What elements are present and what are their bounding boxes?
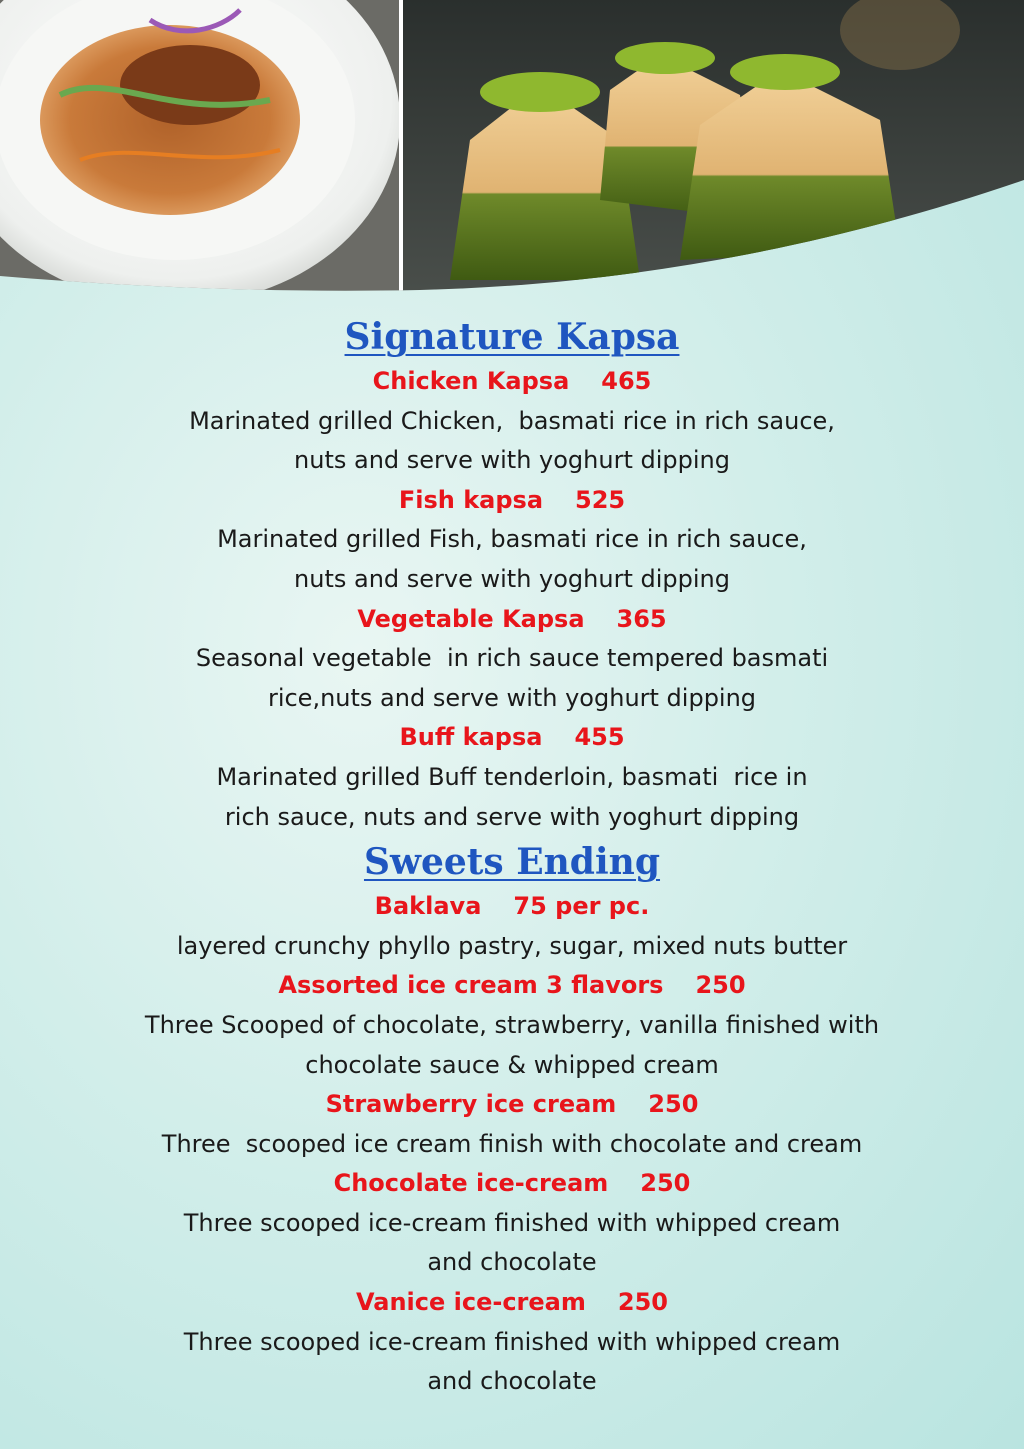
item-description: Marinated grilled Chicken, basmati rice in rich sauce, <box>189 406 835 435</box>
item-description: nuts and serve with yoghurt dipping <box>294 446 730 475</box>
item-description: Three Scooped of chocolate, strawberry, vanilla finished with <box>144 1010 880 1039</box>
menu-content <box>0 312 1024 1402</box>
item-description: nuts and serve with yoghurt dipping <box>294 564 730 593</box>
item-name: Chocolate ice-cream <box>333 1169 609 1198</box>
item-name: Vegetable Kapsa <box>357 604 585 633</box>
item-description: Three scooped ice-cream finished with whipped cream <box>183 1208 841 1237</box>
item-name: Assorted ice cream 3 flavors <box>278 971 664 1000</box>
menu-item <box>0 1085 1024 1164</box>
item-description: rich sauce, nuts and serve with yoghurt dipping <box>224 802 800 831</box>
item-description: chocolate sauce & whipped cream <box>305 1050 719 1079</box>
item-name: Buff kapsa <box>399 723 543 752</box>
menu-item <box>0 1164 1024 1283</box>
item-price: 250 <box>617 1288 668 1317</box>
section-title: Sweets Ending <box>363 841 661 884</box>
item-price: 465 <box>601 367 652 395</box>
item-description: rice,nuts and serve with yoghurt dipping <box>267 683 757 712</box>
item-description: Seasonal vegetable in rich sauce tempered basmati <box>195 644 829 673</box>
menu-item <box>0 966 1024 1085</box>
section-signature-kapsa <box>0 312 1024 837</box>
item-price: 75 per pc. <box>513 892 650 921</box>
item-description: Marinated grilled Fish, basmati rice in rich sauce, <box>217 525 807 554</box>
item-price: 250 <box>648 1090 699 1119</box>
item-description: Three scooped ice-cream finished with whipped cream <box>183 1327 841 1356</box>
item-price: 250 <box>695 971 746 1000</box>
item-name: Strawberry ice cream <box>325 1090 617 1119</box>
item-price: 525 <box>575 485 626 514</box>
hero-photo-banner <box>0 0 1024 300</box>
item-description: layered crunchy phyllo pastry, sugar, mixed nuts butter <box>176 931 848 960</box>
menu-item <box>0 481 1024 600</box>
menu-item <box>0 1283 1024 1402</box>
section-sweets-ending <box>0 837 1024 1402</box>
baklava-pastry-photo <box>402 0 1024 300</box>
item-name: Fish kapsa <box>398 485 544 514</box>
item-price: 250 <box>640 1169 691 1198</box>
item-description: Three scooped ice cream finish with chocolate and cream <box>161 1129 863 1158</box>
item-price: 365 <box>616 604 667 633</box>
menu-item <box>0 887 1024 966</box>
item-description: and chocolate <box>427 1367 597 1396</box>
item-description: and chocolate <box>427 1248 597 1277</box>
item-description: Marinated grilled Buff tenderloin, basmati rice in <box>216 762 808 791</box>
menu-item <box>0 362 1024 481</box>
item-name: Baklava <box>374 892 482 921</box>
section-title: Signature Kapsa <box>344 316 680 358</box>
item-price: 455 <box>574 723 625 752</box>
menu-item <box>0 600 1024 719</box>
item-name: Vanice ice-cream <box>356 1288 586 1317</box>
item-name: Chicken Kapsa <box>372 367 570 395</box>
menu-item <box>0 718 1024 837</box>
kapsa-rice-plate-photo <box>0 0 402 300</box>
